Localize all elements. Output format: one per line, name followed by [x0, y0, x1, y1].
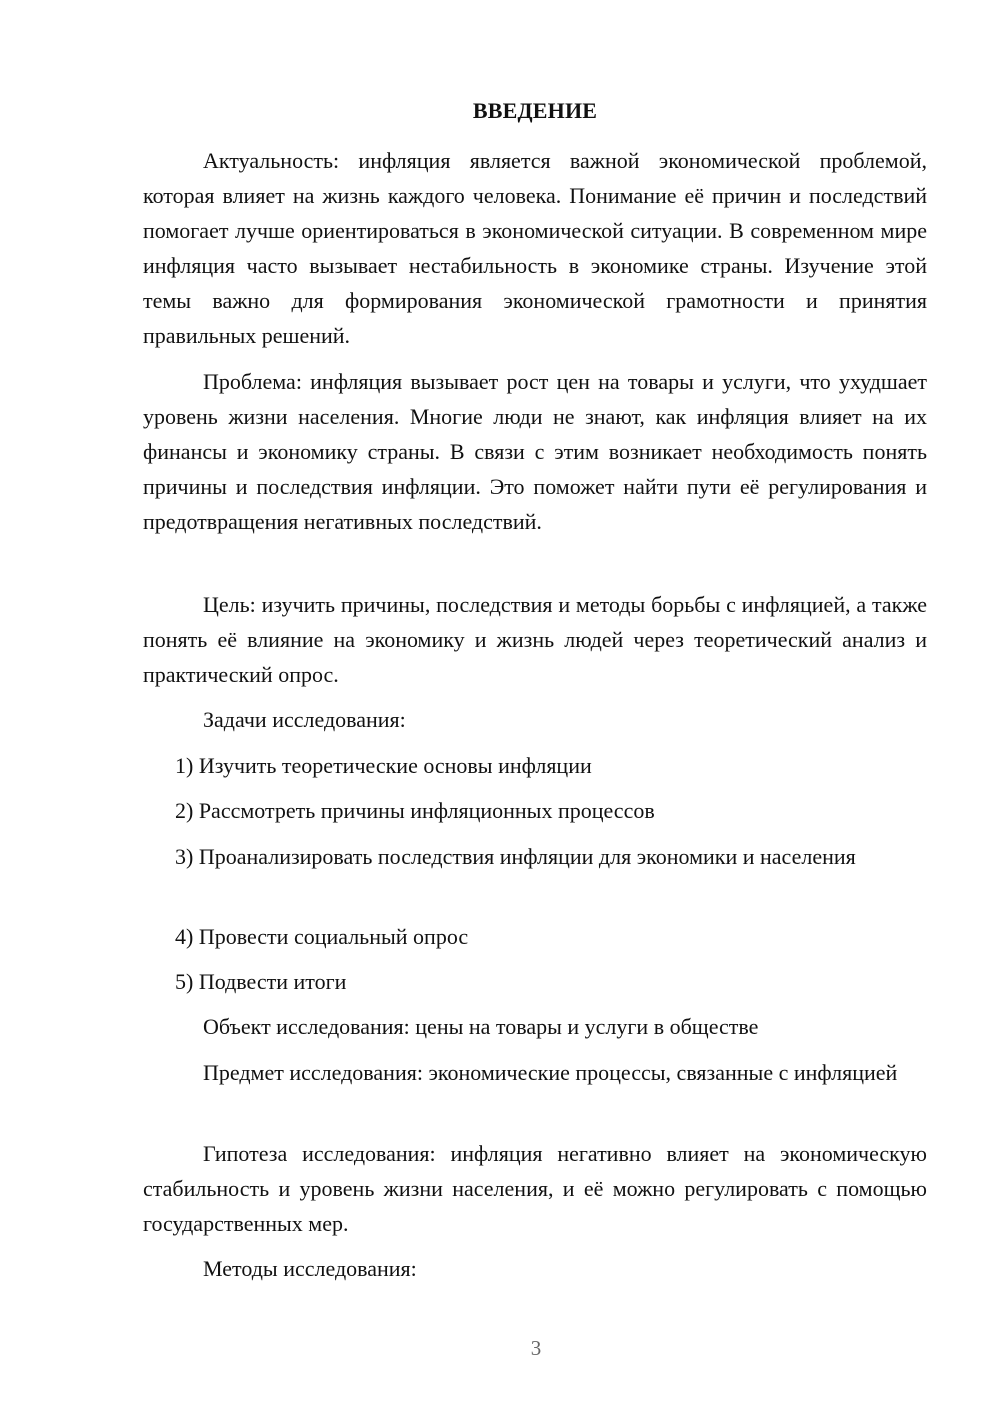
task-item-2: 2) Рассмотреть причины инфляционных процессов — [175, 798, 655, 823]
page-number: 3 — [530, 1336, 542, 1360]
goal-paragraph: Цель: изучить причины, последствия и методы борьбы с инфляцией, а также понять её влияние на экономику и жизнь людей через теоретический анализ и практический опрос. — [143, 592, 927, 687]
relevance-paragraph: Актуальность: инфляция является важной экономической проблемой, которая влияет на жизнь каждого человека. Понимание её причин и последствий помогает лучше ориентироваться в экономической ситуации. В современном мире инфляция часто вызывает нестабильность в экономике страны. Изучение этой темы важно для формирования экономической грамотности и принятия правильных решений. — [143, 148, 927, 348]
hypothesis-paragraph: Гипотеза исследования: инфляция негативно влияет на экономическую стабильность и уровень жизни населения, и её можно регулировать с помощью государственных мер. — [143, 1141, 927, 1236]
task-item-1: 1) Изучить теоретические основы инфляции — [175, 753, 592, 778]
methods-heading: Методы исследования: — [203, 1256, 417, 1281]
task-item-5: 5) Подвести итоги — [175, 969, 347, 994]
task-item-3: 3) Проанализировать последствия инфляции для экономики и населения — [175, 844, 856, 869]
tasks-heading: Задачи исследования: — [203, 707, 406, 732]
problem-paragraph: Проблема: инфляция вызывает рост цен на товары и услуги, что ухудшает уровень жизни населения. Многие люди не знают, как инфляция влияет на их финансы и экономику страны. В связи с этим возникает необходимость понять причины и последствия инфляции. Это поможет найти пути её регулирования и предотвращения негативных последствий. — [143, 369, 927, 534]
subject-paragraph: Предмет исследования: экономические процессы, связанные с инфляцией — [203, 1060, 898, 1085]
task-item-4: 4) Провести социальный опрос — [175, 924, 469, 949]
section-heading: ВВЕДЕНИЕ — [472, 98, 598, 123]
object-paragraph: Объект исследования: цены на товары и услуги в обществе — [203, 1014, 759, 1039]
